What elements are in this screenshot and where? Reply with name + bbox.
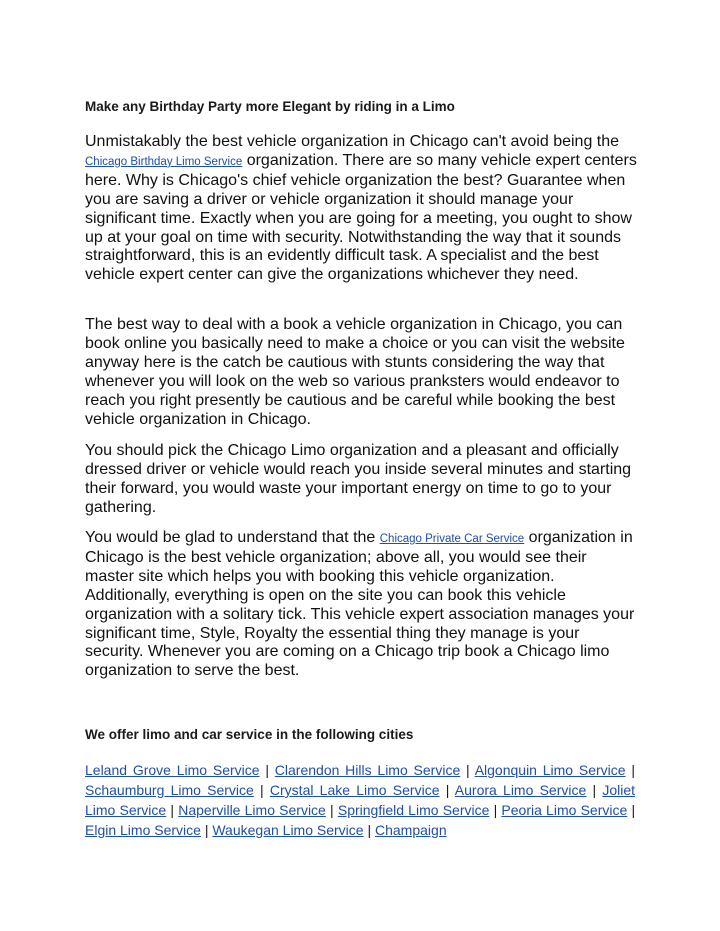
city-link-leland-grove[interactable]: Leland Grove Limo Service: [85, 762, 260, 778]
paragraph-1: [85, 133, 637, 285]
separator: |: [493, 802, 498, 818]
separator: |: [631, 802, 636, 818]
separator: |: [204, 822, 209, 838]
paragraph-4: [85, 529, 637, 681]
paragraph-2: The best way to deal with a book a vehicle organization in Chicago, you can book online you basically need to make a choice or you can visit the website anyway here is the catch be cautious with stunts considering the way that whenever you will look on the web so various pranksters would endeavor to reach you right presently be cautious and be careful while booking the best vehicle organization in Chicago.: [85, 316, 625, 428]
separator: |: [265, 762, 269, 778]
city-link-peoria[interactable]: Peoria Limo Service: [501, 802, 628, 818]
city-link-crystal-lake[interactable]: Crystal Lake Limo Service: [269, 782, 440, 798]
separator: |: [445, 782, 450, 798]
city-link-joliet[interactable]: Joliet Limo Service: [85, 782, 636, 818]
paragraph-3: You should pick the Chicago Limo organization and a pleasant and officially dressed driver or vehicle would reach you inside several minutes and starting their forward, you would waste your important energy on time to go to your gathering.: [85, 442, 632, 516]
separator: |: [592, 782, 597, 798]
city-link-champaign[interactable]: Champaign: [375, 822, 447, 838]
separator: |: [170, 802, 175, 818]
city-link-schaumburg[interactable]: Schaumburg Limo Service: [85, 782, 254, 798]
city-link-algonquin[interactable]: Algonquin Limo Service: [474, 762, 626, 778]
paragraph-1-text-start: Unmistakably the best vehicle organization in Chicago can't avoid being the: [85, 133, 620, 150]
chicago-birthday-limo-link[interactable]: Chicago Birthday Limo Service: [85, 155, 243, 168]
city-link-springfield[interactable]: Springfield Limo Service: [337, 802, 490, 818]
city-link-aurora[interactable]: Aurora Limo Service: [454, 782, 587, 798]
separator: |: [260, 782, 264, 798]
separator: |: [330, 802, 334, 818]
paragraph-4-text-start: You would be glad to understand that the: [85, 529, 380, 546]
cities-heading: We offer limo and car service in the following cities: [85, 727, 414, 742]
paragraph-4-text-end: organization in Chicago is the best vehicle organization; above all, you would see their master site which helps you with booking this vehicle organization. Additionally, everything is open on the site you can book this vehicle organization with a solitary tick. This vehicle expert association manages your significant time, Style, Royalty the essential thing they manage is your security. Whenever you are coming on a Chicago trip book a Chicago limo organization to serve the best.: [85, 529, 635, 680]
page-heading: Make any Birthday Party more Elegant by riding in a Limo: [85, 99, 455, 114]
separator: |: [631, 762, 636, 778]
separator: |: [466, 762, 470, 778]
city-link-waukegan[interactable]: Waukegan Limo Service: [212, 822, 364, 838]
city-link-elgin[interactable]: Elgin Limo Service: [85, 822, 201, 838]
city-links-list: [85, 760, 635, 840]
separator: |: [367, 822, 372, 838]
chicago-private-car-link[interactable]: Chicago Private Car Service: [379, 533, 525, 545]
city-link-naperville[interactable]: Naperville Limo Service: [178, 802, 326, 818]
city-link-clarendon-hills[interactable]: Clarendon Hills Limo Service: [274, 762, 461, 778]
paragraph-1-text-end: organization. There are so many vehicle expert centers here. Why is Chicago's chief vehicle organization the best? Guarantee when you are saving a driver or vehicle organization it should manage your significant time. Exactly when you are going for a meeting, you ought to show up at your goal on time with security. Notwithstanding the way that it sounds straightforward, this is an evidently difficult task. A specialist and the best vehicle expert center can give the organizations whichever they need.: [85, 151, 637, 284]
